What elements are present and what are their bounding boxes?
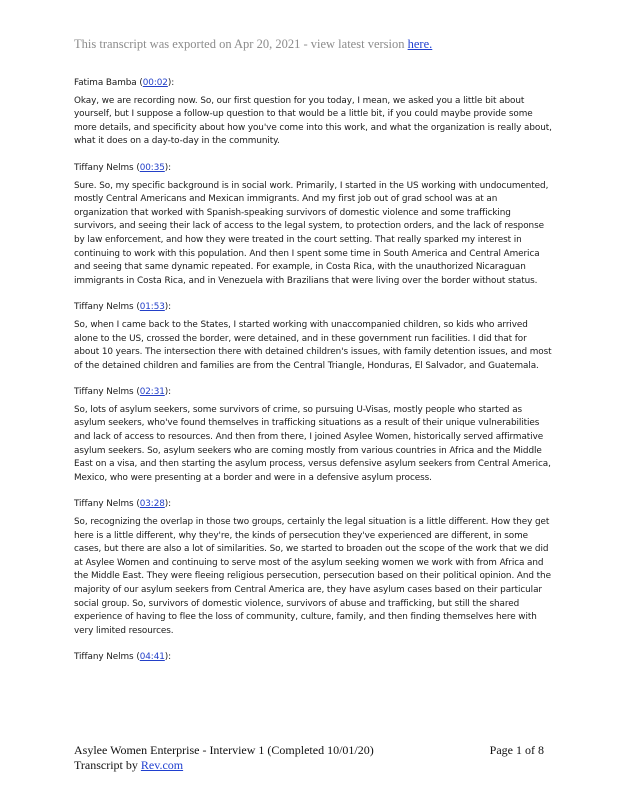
speaker-line: Tiffany Nelms (02:31): — [74, 387, 172, 398]
page-footer — [74, 743, 544, 773]
page-number: Page 1 of 8 — [489, 743, 544, 757]
transcript-body — [74, 77, 552, 669]
speaker-line: Tiffany Nelms (00:35): — [74, 162, 172, 173]
credit-text: Transcript by — [74, 758, 141, 772]
timestamp-link[interactable]: 01:53 — [139, 302, 165, 313]
rev-link[interactable]: Rev.com — [140, 758, 184, 772]
speaker-line: Tiffany Nelms (03:28): — [74, 499, 172, 510]
timestamp-link[interactable]: 00:35 — [139, 162, 165, 173]
speaker-name: Tiffany Nelms — [74, 162, 134, 173]
speaker-line: Tiffany Nelms (01:53): — [74, 302, 172, 313]
transcript-entry — [74, 498, 552, 638]
timestamp-link[interactable]: 03:28 — [139, 499, 165, 510]
latest-version-link[interactable]: here. — [407, 37, 433, 51]
speaker-name: Tiffany Nelms — [74, 302, 134, 313]
speaker-line: Tiffany Nelms (04:41): — [74, 652, 172, 663]
speaker-name: Fatima Bamba — [74, 78, 137, 88]
document-title: Asylee Women Enterprise - Interview 1 (Completed 10/01/20) — [74, 743, 374, 757]
speech-paragraph: So, recognizing the overlap in those two groups, certainly the legal situation is a little different. How they get here is a little different, why they're, the kinds of persecution they've experienced are different, in some cases, but there are also a lot of similarities. So, we started to broaden out the scope of the work that we did at Asylee Women and continuing to serve most of the asylum seeking women we work with from Africa and the Middle East. They were fleeing religious persecution, persecution based on their political opinion. And the majority of our asylum seekers from Central America are, they have asylum cases based on their particular social group. So, survivors of domestic violence, survivors of abuse and trafficking, but still the shared experience of having to flee the loss of community, culture, family, and then finding themselves here with very limited resources. — [74, 517, 551, 636]
timestamp-link[interactable]: 04:41 — [139, 652, 165, 663]
speech-paragraph: Sure. So, my specific background is in social work. Primarily, I started in the US working with undocumented, mostly Central Americans and Mexican immigrants. And my first job out of grad school was at an organization that worked with Spanish-speaking survivors of domestic violence and some trafficking survivors, and seeing their lack of access to the legal system, to protection orders, and the lack of response by law enforcement, and how they were treated in the court setting. That really sparked my interest in continuing to work with this population. And then I spent some time in South America and Central America and seeing that same dynamic repeated. For example, in Costa Rica, with the unauthorized Nicaraguan immigrants in Costa Rica, and in Venezuela with Brazilians that were living over the border without status. — [74, 180, 549, 286]
footer-row — [74, 743, 544, 758]
transcript-entry — [74, 301, 552, 373]
speech-paragraph: So, when I came back to the States, I started working with unaccompanied children, so kids who arrived alone to the US, crossed the border, were detained, and in these government run facilities. I did that for about 10 years. The intersection there with detained children's issues, with family detention issues, and most of the detained children and families are from the Central Triangle, Honduras, El Salvador, and Guatemala. — [74, 319, 552, 371]
speaker-name: Tiffany Nelms — [74, 652, 134, 663]
transcript-entry — [74, 386, 552, 485]
speaker-name: Tiffany Nelms — [74, 387, 134, 398]
transcript-entry — [74, 77, 552, 149]
transcript-entry — [74, 651, 552, 665]
transcript-credit — [74, 758, 544, 773]
speaker-name: Tiffany Nelms — [74, 499, 134, 510]
transcript-entry — [74, 162, 552, 288]
speaker-line: Fatima Bamba (00:02): — [74, 78, 175, 88]
timestamp-link[interactable]: 00:02 — [142, 78, 168, 88]
speech-paragraph: So, lots of asylum seekers, some survivors of crime, so pursuing U-Visas, mostly people who started as asylum seekers, who've found themselves in trafficking situations as a result of their unique vulnerabilities and lack of access to resources. And then from there, I joined Asylee Women, historically served affirmative asylum seekers. So, asylum seekers who are coming mostly from various countries in Africa and the Middle East on a visa, and then starting the asylum process, versus defensive asylum seekers from Central America, Mexico, who were presenting at a border and were in a defensive asylum process. — [74, 404, 551, 483]
export-notice-text: This transcript was exported on Apr 20, 2021 - view latest version — [74, 37, 408, 51]
timestamp-link[interactable]: 02:31 — [139, 387, 165, 398]
speech-paragraph: Okay, we are recording now. So, our first question for you today, I mean, we asked you a little bit about yourself, but I suppose a follow-up question to that would be a little bit, if you could maybe provide some more details, and specificity about how you've come into this work, and what the organization is really about, what it does on a day-to-day in the community. — [74, 95, 552, 147]
export-notice — [74, 36, 554, 52]
